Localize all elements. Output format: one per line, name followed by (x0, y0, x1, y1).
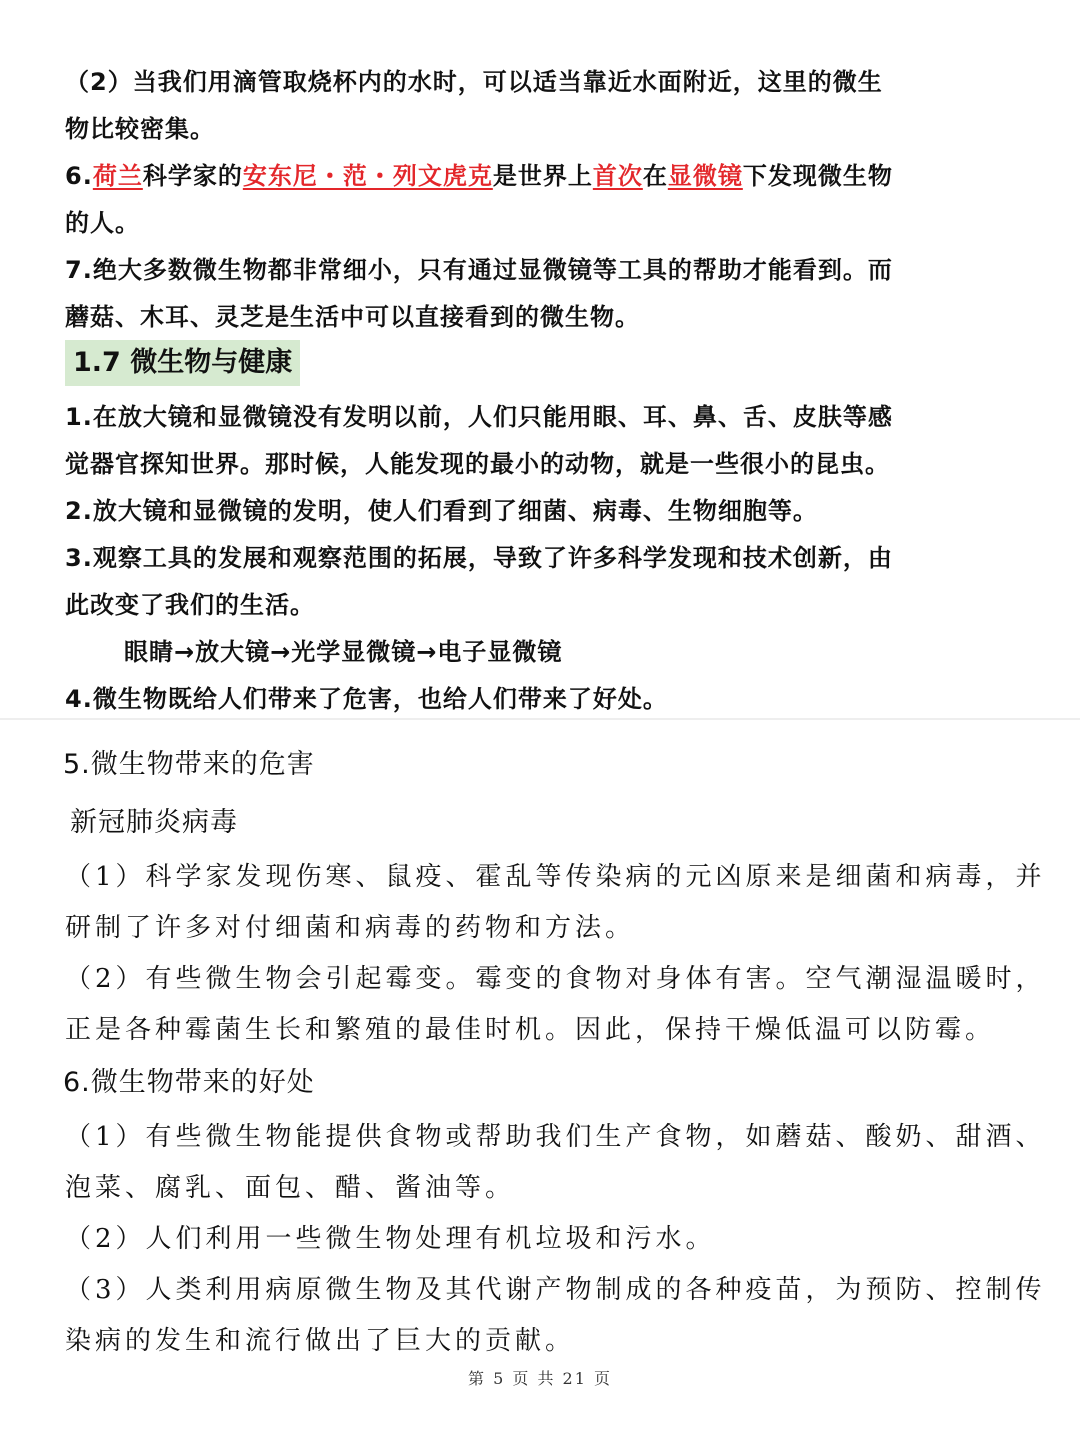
highlight-leeuwenhoek: 安东尼・范・列文虎克 (242, 162, 493, 190)
heading-5: 5.微生物带来的危害 (63, 749, 315, 780)
text-span: 下发现微生物 (742, 162, 893, 190)
paragraph-line: （2）当我们用滴管取烧杯内的水时，可以适当靠近水面附近，这里的微生 (65, 68, 883, 96)
paragraph-line: 染病的发生和流行做出了巨大的贡献。 (65, 1326, 576, 1356)
item-number: 6. (65, 162, 93, 190)
section-heading: 1.7 微生物与健康 (65, 340, 300, 386)
paragraph-line: （1）科学家发现伤寒、鼠疫、霍乱等传染病的元凶原来是细菌和病毒，并 (65, 862, 1046, 892)
paragraph-line: 觉器官探知世界。那时候，人能发现的最小的动物，就是一些很小的昆虫。 (65, 450, 890, 478)
paragraph-line: 4.微生物既给人们带来了危害，也给人们带来了好处。 (65, 685, 668, 713)
paragraph-line: 的人。 (65, 209, 140, 237)
upper-section (0, 0, 1080, 718)
paragraph-line: 2.放大镜和显微镜的发明，使人们看到了细菌、病毒、生物细胞等。 (65, 497, 818, 525)
heading-6: 6.微生物带来的好处 (63, 1067, 315, 1098)
paragraph-line: 蘑菇、木耳、灵芝是生活中可以直接看到的微生物。 (65, 303, 640, 331)
highlight-first-time: 首次 (592, 162, 643, 190)
highlight-microscope: 显微镜 (667, 162, 743, 190)
item-6-line (65, 156, 893, 191)
paragraph-line: 正是各种霉菌生长和繁殖的最佳时机。因此，保持干燥低温可以防霉。 (65, 1015, 996, 1045)
paragraph-line: （2）人们利用一些微生物处理有机垃圾和污水。 (65, 1224, 716, 1254)
paragraph-line: （1）有些微生物能提供食物或帮助我们生产食物，如蘑菇、酸奶、甜酒、 (65, 1122, 1046, 1152)
text-span: 是世界上 (492, 162, 593, 190)
paragraph-line: 3.观察工具的发展和观察范围的拓展，导致了许多科学发现和技术创新，由 (65, 544, 893, 572)
text-span: 在 (642, 162, 668, 190)
paragraph-line: 泡菜、腐乳、面包、醋、酱油等。 (65, 1173, 516, 1203)
page-number-footer: 第 5 页 共 21 页 (468, 1369, 612, 1388)
paragraph-line: 此改变了我们的生活。 (65, 591, 315, 619)
observation-chain: 眼睛→放大镜→光学显微镜→电子显微镜 (124, 638, 563, 666)
highlight-netherlands: 荷兰 (92, 162, 143, 190)
paragraph-line: （2）有些微生物会引起霉变。霉变的食物对身体有害。空气潮湿温暖时， (65, 964, 1046, 994)
subheading-virus: 新冠肺炎病毒 (70, 807, 238, 838)
paragraph-line: 1.在放大镜和显微镜没有发明以前，人们只能用眼、耳、鼻、舌、皮肤等感 (65, 403, 893, 431)
paragraph-line: 研制了许多对付细菌和病毒的药物和方法。 (65, 913, 636, 943)
paragraph-line: 物比较密集。 (65, 115, 215, 143)
text-span: 科学家的 (142, 162, 243, 190)
paragraph-line: （3）人类利用病原微生物及其代谢产物制成的各种疫苗，为预防、控制传 (65, 1275, 1046, 1305)
lower-section (0, 720, 1080, 1440)
paragraph-line: 7.绝大多数微生物都非常细小，只有通过显微镜等工具的帮助才能看到。而 (65, 256, 893, 284)
